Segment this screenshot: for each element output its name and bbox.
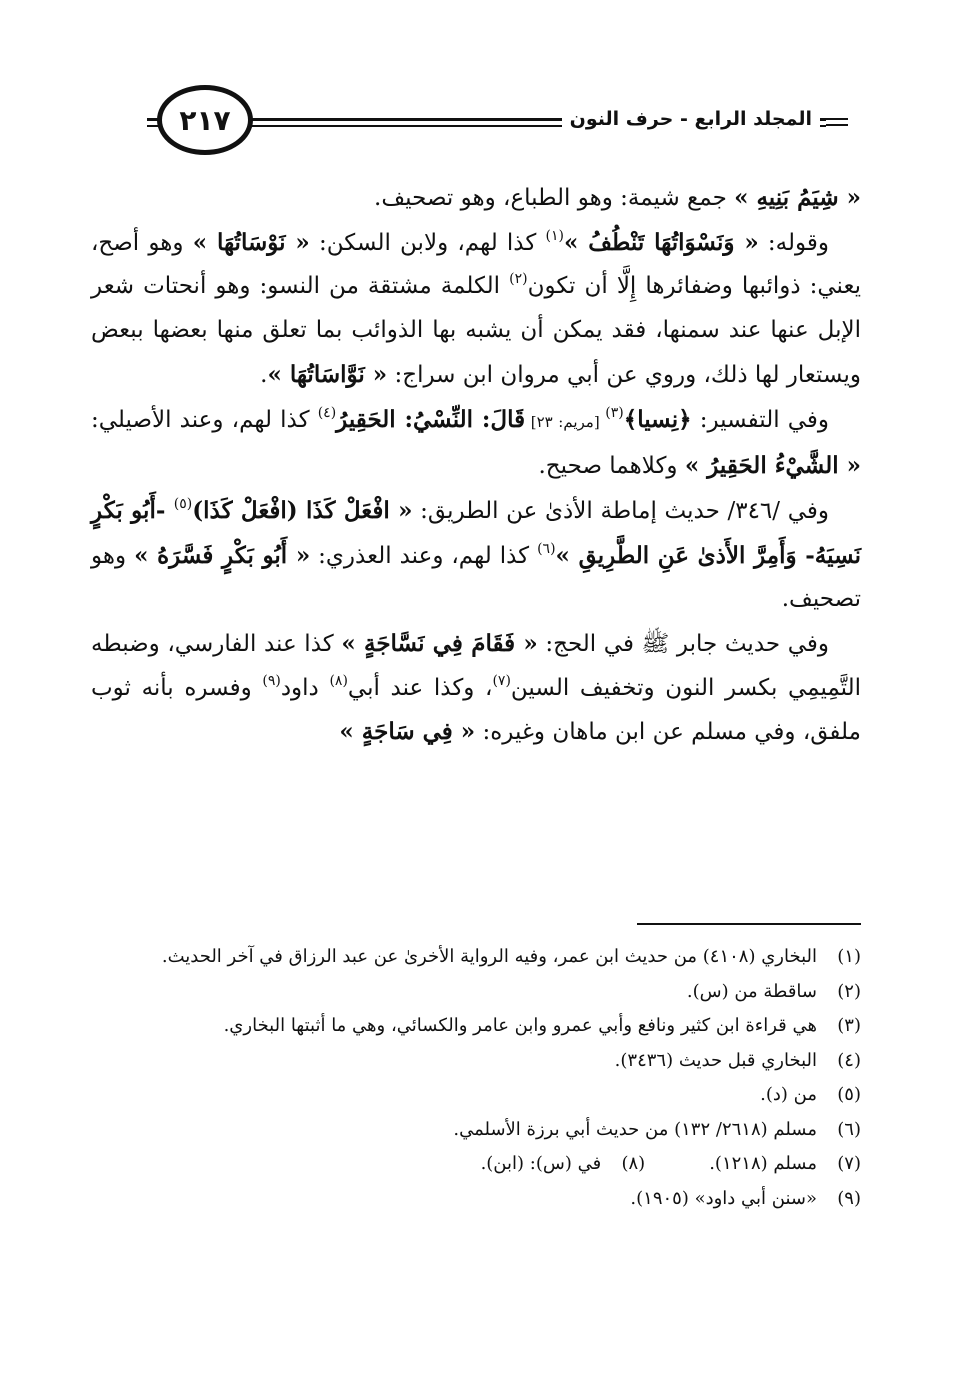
quote: -أَبُو بَكْرٍ نَسِيَهُ- وَأَمِرَّ الأَذىٰ عَنِ الطَّرِيقِ » <box>91 496 862 569</box>
footnote-number: (٤) <box>837 1049 861 1071</box>
footnote-text: من (د). <box>760 1084 817 1105</box>
footnote-ref: (٦) <box>537 540 556 557</box>
footnotes <box>91 940 861 1216</box>
paragraph-4 <box>91 489 861 622</box>
footnote-number: (٢) <box>837 980 861 1002</box>
text: ، وكذا عند أبي <box>347 674 493 701</box>
paragraph-1 <box>91 176 861 221</box>
text: وهو أصح، يعني: ذوائبها وضفائرها إِلَّا أن تكون <box>91 229 861 300</box>
header-left-gap <box>125 118 147 127</box>
footnote-number: (٧) <box>837 1153 861 1174</box>
footnote-text: هي قراءة ابن كثير ونافع وأبي عمرو وابن عامر والكسائي، وهي ما أثبتها البخاري. <box>223 1015 817 1036</box>
footnote-ref: (٩) <box>262 672 281 689</box>
footnote-ref: (٧) <box>492 672 511 689</box>
quote: قَالَ: النِّسْيُ: الحَقِيرُ <box>336 405 526 433</box>
footnote-item <box>91 1078 861 1113</box>
footnote-ref: (١) <box>545 227 564 244</box>
text: وفسره بأنه ثوب ملفق، وفي مسلم عن ابن ماهان وغيره: <box>91 674 861 746</box>
footnote-number: (٨) <box>621 1153 646 1174</box>
text: وهو تصحيف. <box>91 542 861 613</box>
footnote-number: (٩) <box>837 1187 861 1209</box>
text: كذا لهم، وعند العذري: <box>310 542 538 569</box>
text: كذا عند الفارسي، وضبطه التَّمِيمِي بكسر النون وتخفيف السين <box>91 631 862 701</box>
quote: « فِي سَاجَةٍ » <box>339 718 476 746</box>
text: وقوله: <box>758 229 829 256</box>
footnote-ref: (٤) <box>317 404 337 421</box>
footnote-text: في (س): (ابن). <box>480 1153 602 1174</box>
footnote-item <box>91 1044 861 1079</box>
text: وكلاهما صحيح. <box>538 453 685 480</box>
footnote-item <box>91 940 861 975</box>
page-number: ٢١٧ <box>179 104 231 137</box>
footnote-ref: (٨) <box>329 672 348 689</box>
paragraph-2 <box>91 221 861 398</box>
quote: « أَبُو بَكْرٍ فَسَّرَهُ » <box>134 541 311 569</box>
text: الكلمة مشتقة من النسو: وهو أنحتات شعر الإبل عنها عند سمنها، فقد يمكن أن يشبه بها الذوائب بما تعلق منها بعضها ببعض ويستعار لها ذلك، وروي عن أبي مروان ابن سراج: <box>91 273 861 388</box>
footnote-item <box>91 1009 861 1044</box>
footnote-text: مسلم (١٢١٨). <box>709 1153 817 1174</box>
running-title: المجلد الرابع - حرف النون <box>562 105 820 133</box>
footnote-number: (١) <box>837 946 861 967</box>
text: وفي /٣٤٦/ حديث إماطة الأذىٰ عن الطريق: <box>412 497 829 524</box>
footnote-text: «سنن أبي داود» (١٩٠٥). <box>630 1187 817 1209</box>
text: . <box>260 361 268 388</box>
text: كذا لهم، وعند الأصيلي: <box>91 406 318 433</box>
text: داود <box>280 674 330 701</box>
footnote-number: (٥) <box>837 1084 861 1105</box>
quote: « افْعَلْ كَذَا (افْعَلْ كَذَا) <box>192 496 413 524</box>
quote: « نَوْسَاتُهَا » <box>192 228 310 256</box>
quote: « نَوَّاسَاتُهَا » <box>267 360 388 388</box>
footnote-ref: (٢) <box>509 271 528 288</box>
text: وفي حديث جابر ﷺ في الحج: <box>537 631 829 658</box>
footnote-text: ساقطة من (س). <box>686 980 817 1002</box>
quote: « الشَّيْءُ الحَقِيرُ » <box>684 452 861 480</box>
quote: « وَنَسْوَاتُهَا تَنْطُفُ » <box>563 228 759 256</box>
footnote-item <box>709 1147 861 1182</box>
footnote-ref: (٥) <box>173 495 193 512</box>
footnote-number: (٦) <box>837 1118 861 1140</box>
footnote-item <box>91 1182 861 1217</box>
page-number-ornament <box>157 85 253 155</box>
footnote-item <box>481 1147 646 1182</box>
footnote-separator <box>637 923 861 925</box>
surah-reference: [مريم: ٢٣] <box>525 412 606 431</box>
footnote-ref: (٣) <box>605 404 624 421</box>
footnote-text: البخاري (٤١٠٨) من حديث ابن عمر، وفيه الرواية الأخرىٰ عن عبد الرزاق في آخر الحديث. <box>161 946 817 967</box>
footnote-text: مسلم (٢٦١٨/ ١٣٢) من حديث أبي برزة الأسلمي. <box>453 1118 817 1140</box>
footnote-item <box>91 1113 861 1148</box>
footnote-item <box>91 975 861 1010</box>
main-text <box>91 176 861 755</box>
footnote-row <box>91 1147 861 1182</box>
text: كذا لهم، ولابن السكن: <box>309 229 546 256</box>
text: وفي التفسير: <box>691 406 830 433</box>
quote: « فَقَامَ فِي نَسَّاجَةٍ » <box>341 630 538 658</box>
text: جمع شيمة: وهو الطباع، وهو تصحيف. <box>374 185 735 211</box>
footnote-text: البخاري قبل حديث (٣٤٣٦). <box>614 1049 817 1071</box>
quote: « شِيَمُ بَنِيهِ » <box>734 184 861 211</box>
header-right-cap <box>826 118 848 127</box>
paragraph-5 <box>91 622 861 755</box>
quran-quote: ﴿نِسيا﴾ <box>623 405 692 433</box>
paragraph-3 <box>91 398 861 489</box>
footnote-number: (٣) <box>837 1015 861 1036</box>
page-header <box>125 82 848 162</box>
